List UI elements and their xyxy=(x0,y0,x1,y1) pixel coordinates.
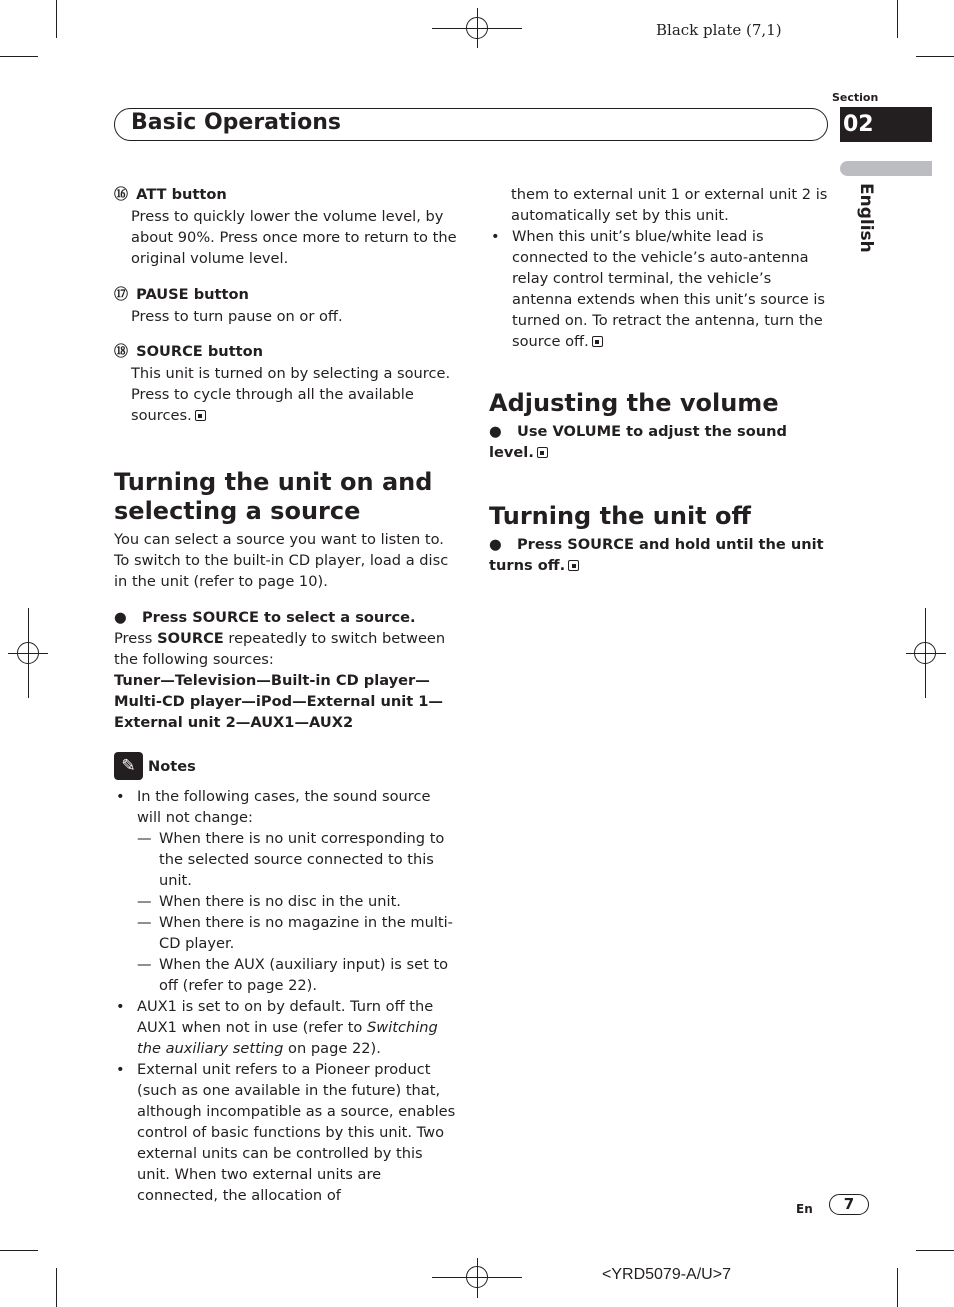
att-heading: ⑯ ATT button xyxy=(114,186,227,203)
turn-off-heading: Turning the unit off xyxy=(489,502,751,530)
page-title: Basic Operations xyxy=(131,110,341,135)
crop-mark xyxy=(897,1268,898,1307)
note-item: • In the following cases, the sound source will not change: xyxy=(116,788,431,826)
source-text: This unit is turned on by selecting a source. Press to cycle through all the available sources. xyxy=(131,365,451,424)
crop-mark xyxy=(56,1268,57,1307)
note-item: • External unit refers to a Pioneer product (such as one available in the future) that, although incompatible as a source, enables control of basic functions by this unit. Two external units can be controlled by this unit. When two external units are connected, the allocation of xyxy=(116,1061,456,1204)
turning-on-heading: Turning the unit on and selecting a source xyxy=(114,468,433,525)
notes-heading: ✎ Notes xyxy=(114,752,459,780)
end-mark-icon xyxy=(592,336,603,347)
end-mark-icon xyxy=(195,410,206,421)
plate-label: Black plate (7,1) xyxy=(656,21,782,39)
bullet-icon: ● xyxy=(489,423,517,440)
right-column xyxy=(489,184,834,576)
registration-circle xyxy=(914,642,936,664)
crop-mark xyxy=(0,56,38,57)
footer-language: En xyxy=(796,1202,813,1216)
press-source-text: Press SOURCE repeatedly to switch between the following sources: xyxy=(114,630,446,668)
crop-mark xyxy=(897,0,898,38)
pause-heading: ⑰ PAUSE button xyxy=(114,286,249,303)
section-tab-bar xyxy=(840,161,932,176)
registration-circle xyxy=(466,17,488,39)
crop-mark xyxy=(0,1250,38,1251)
note-item: • AUX1 is set to on by default. Turn off the AUX1 when not in use (refer to Switching the auxiliary setting on page 22). xyxy=(116,998,438,1057)
volume-bullet: ● Use VOLUME to adjust the sound level. xyxy=(489,423,787,461)
left-column xyxy=(114,184,459,1206)
note-subitem: — When there is no magazine in the multi-CD player. xyxy=(137,914,453,952)
footer-code: <YRD5079-A/U>7 xyxy=(602,1266,731,1283)
adjust-volume-heading: Adjusting the volume xyxy=(489,389,779,417)
crop-mark xyxy=(916,56,954,57)
bullet-icon: ● xyxy=(489,536,517,553)
source-list: Tuner—Television—Built-in CD player— Multi-CD player—iPod—External unit 1— External unit 2—AUX1—AUX2 xyxy=(114,672,444,731)
crop-mark xyxy=(916,1250,954,1251)
bullet-icon: ● xyxy=(114,609,142,626)
select-source-bullet: ● Press SOURCE to select a source. xyxy=(114,609,416,626)
crop-mark xyxy=(56,0,57,38)
end-mark-icon xyxy=(568,560,579,571)
notes-list xyxy=(114,786,459,1206)
note-continuation: them to external unit 1 or external unit 2 is automatically set by this unit. xyxy=(511,186,828,224)
page-number: 7 xyxy=(829,1194,869,1215)
registration-circle xyxy=(17,642,39,664)
section-label: Section xyxy=(832,91,879,104)
registration-circle xyxy=(466,1266,488,1288)
source-heading: ⑱ SOURCE button xyxy=(114,343,264,360)
turning-on-intro: You can select a source you want to listen to. To switch to the built-in CD player, load a disc in the unit (refer to page 10). xyxy=(114,531,449,590)
note-subitem: — When the AUX (auxiliary input) is set to off (refer to page 22). xyxy=(137,956,449,994)
turn-off-bullet: ● Press SOURCE and hold until the unit turns off. xyxy=(489,536,824,574)
language-tab: English xyxy=(856,183,876,253)
end-mark-icon xyxy=(537,447,548,458)
note-subitem: — When there is no disc in the unit. xyxy=(137,893,401,910)
note-item: • When this unit’s blue/white lead is connected to the vehicle’s auto-antenna relay control terminal, the vehicle’s antenna extends when this unit’s source is turned on. To retract the antenna, turn the source off. xyxy=(491,228,826,350)
att-text: Press to quickly lower the volume level, by about 90%. Press once more to return to the original volume level. xyxy=(131,208,457,267)
pause-text: Press to turn pause on or off. xyxy=(131,308,343,325)
note-subitem: — When there is no unit corresponding to the selected source connected to this unit. xyxy=(137,830,445,889)
pencil-icon: ✎ xyxy=(114,752,143,780)
section-number: 02 xyxy=(840,107,932,142)
